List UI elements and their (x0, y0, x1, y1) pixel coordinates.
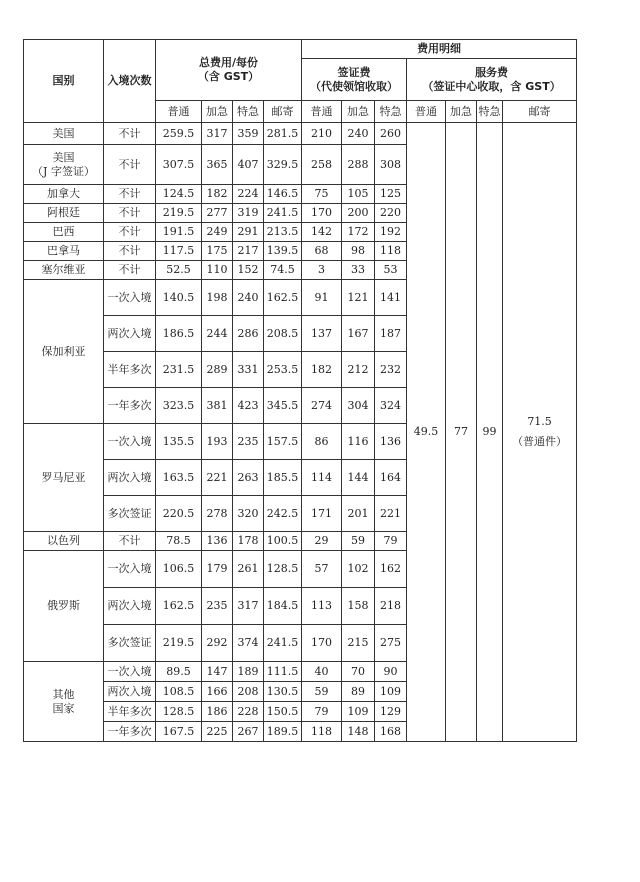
entry-cell: 两次入境 (104, 682, 156, 702)
visa-urgent-cell: 70 (342, 662, 375, 682)
total-urgent-cell: 244 (202, 316, 233, 352)
visa-regular-cell: 170 (302, 204, 342, 223)
visa-regular-cell: 29 (302, 532, 342, 551)
visa-urgent-cell: 33 (342, 261, 375, 280)
visa-regular-cell: 57 (302, 551, 342, 588)
visa-express-cell: 260 (375, 123, 407, 145)
header-country: 国别 (24, 40, 104, 123)
visa-express-cell: 141 (375, 280, 407, 316)
header-total: 总费用/每份 （含 GST） (156, 40, 302, 101)
total-express-cell: 331 (233, 352, 264, 388)
total-mail-cell: 157.5 (264, 424, 302, 460)
visa-express-cell: 192 (375, 223, 407, 242)
service-urgent-cell: 77 (446, 123, 477, 742)
visa-regular-cell: 68 (302, 242, 342, 261)
entry-cell: 不计 (104, 223, 156, 242)
total-mail-cell: 184.5 (264, 588, 302, 625)
total-regular-cell: 52.5 (156, 261, 202, 280)
visa-urgent-cell: 212 (342, 352, 375, 388)
total-urgent-cell: 292 (202, 625, 233, 662)
visa-express-cell: 125 (375, 185, 407, 204)
total-mail-cell: 111.5 (264, 662, 302, 682)
visa-regular-cell: 79 (302, 702, 342, 722)
total-mail-cell: 281.5 (264, 123, 302, 145)
header-entries: 入境次数 (104, 40, 156, 123)
total-regular-cell: 259.5 (156, 123, 202, 145)
entry-cell: 不计 (104, 123, 156, 145)
total-mail-cell: 185.5 (264, 460, 302, 496)
sub-header-regular: 普通 (156, 101, 202, 123)
total-mail-cell: 130.5 (264, 682, 302, 702)
entry-cell: 不计 (104, 261, 156, 280)
total-express-cell: 228 (233, 702, 264, 722)
total-regular-cell: 191.5 (156, 223, 202, 242)
total-regular-cell: 140.5 (156, 280, 202, 316)
total-mail-cell: 150.5 (264, 702, 302, 722)
country-cell: 其他 国家 (24, 662, 104, 742)
total-urgent-cell: 193 (202, 424, 233, 460)
sub-header-express: 特急 (375, 101, 407, 123)
total-express-cell: 189 (233, 662, 264, 682)
visa-express-cell: 109 (375, 682, 407, 702)
country-cell: 巴拿马 (24, 242, 104, 261)
visa-urgent-cell: 201 (342, 496, 375, 532)
visa-express-cell: 308 (375, 145, 407, 185)
total-mail-cell: 242.5 (264, 496, 302, 532)
visa-express-cell: 129 (375, 702, 407, 722)
total-mail-cell: 128.5 (264, 551, 302, 588)
visa-express-cell: 232 (375, 352, 407, 388)
entry-cell: 多次签证 (104, 625, 156, 662)
total-express-cell: 235 (233, 424, 264, 460)
entry-cell: 两次入境 (104, 460, 156, 496)
total-mail-cell: 100.5 (264, 532, 302, 551)
total-regular-cell: 162.5 (156, 588, 202, 625)
country-cell: 美国 （J 字签证） (24, 145, 104, 185)
visa-urgent-cell: 89 (342, 682, 375, 702)
visa-regular-cell: 59 (302, 682, 342, 702)
visa-regular-cell: 75 (302, 185, 342, 204)
entry-cell: 不计 (104, 242, 156, 261)
total-mail-cell: 241.5 (264, 625, 302, 662)
visa-express-cell: 221 (375, 496, 407, 532)
visa-regular-cell: 170 (302, 625, 342, 662)
total-urgent-cell: 381 (202, 388, 233, 424)
sub-header-mail: 邮寄 (503, 101, 577, 123)
total-regular-cell: 135.5 (156, 424, 202, 460)
total-regular-cell: 186.5 (156, 316, 202, 352)
total-regular-cell: 323.5 (156, 388, 202, 424)
total-urgent-cell: 147 (202, 662, 233, 682)
total-urgent-cell: 289 (202, 352, 233, 388)
entry-cell: 一次入境 (104, 280, 156, 316)
visa-urgent-cell: 288 (342, 145, 375, 185)
visa-express-cell: 168 (375, 722, 407, 742)
service-mail-cell: 71.5 （普通件） (503, 123, 577, 742)
total-express-cell: 374 (233, 625, 264, 662)
total-express-cell: 317 (233, 588, 264, 625)
visa-express-cell: 118 (375, 242, 407, 261)
visa-urgent-cell: 109 (342, 702, 375, 722)
visa-regular-cell: 40 (302, 662, 342, 682)
visa-regular-cell: 210 (302, 123, 342, 145)
total-mail-cell: 213.5 (264, 223, 302, 242)
visa-regular-cell: 118 (302, 722, 342, 742)
sub-header-express: 特急 (477, 101, 503, 123)
total-urgent-cell: 136 (202, 532, 233, 551)
visa-urgent-cell: 240 (342, 123, 375, 145)
total-urgent-cell: 182 (202, 185, 233, 204)
visa-regular-cell: 182 (302, 352, 342, 388)
header-visa-fee: 签证费 （代使领馆收取） (302, 59, 407, 101)
visa-urgent-cell: 148 (342, 722, 375, 742)
visa-regular-cell: 114 (302, 460, 342, 496)
total-regular-cell: 231.5 (156, 352, 202, 388)
total-express-cell: 152 (233, 261, 264, 280)
total-regular-cell: 117.5 (156, 242, 202, 261)
country-cell: 罗马尼亚 (24, 424, 104, 532)
sub-header-regular: 普通 (302, 101, 342, 123)
sub-header-mail: 邮寄 (264, 101, 302, 123)
total-urgent-cell: 235 (202, 588, 233, 625)
visa-express-cell: 218 (375, 588, 407, 625)
entry-cell: 一年多次 (104, 388, 156, 424)
total-urgent-cell: 186 (202, 702, 233, 722)
total-regular-cell: 108.5 (156, 682, 202, 702)
total-express-cell: 267 (233, 722, 264, 742)
visa-express-cell: 136 (375, 424, 407, 460)
total-express-cell: 359 (233, 123, 264, 145)
total-mail-cell: 329.5 (264, 145, 302, 185)
total-urgent-cell: 198 (202, 280, 233, 316)
entry-cell: 不计 (104, 185, 156, 204)
entry-cell: 不计 (104, 204, 156, 223)
visa-regular-cell: 3 (302, 261, 342, 280)
visa-regular-cell: 142 (302, 223, 342, 242)
visa-urgent-cell: 158 (342, 588, 375, 625)
total-urgent-cell: 249 (202, 223, 233, 242)
total-urgent-cell: 317 (202, 123, 233, 145)
visa-urgent-cell: 105 (342, 185, 375, 204)
visa-regular-cell: 137 (302, 316, 342, 352)
visa-urgent-cell: 102 (342, 551, 375, 588)
country-cell: 加拿大 (24, 185, 104, 204)
total-express-cell: 291 (233, 223, 264, 242)
entry-cell: 一年多次 (104, 722, 156, 742)
total-mail-cell: 146.5 (264, 185, 302, 204)
visa-express-cell: 187 (375, 316, 407, 352)
total-express-cell: 217 (233, 242, 264, 261)
total-urgent-cell: 166 (202, 682, 233, 702)
entry-cell: 半年多次 (104, 702, 156, 722)
total-express-cell: 208 (233, 682, 264, 702)
country-cell: 俄罗斯 (24, 551, 104, 662)
total-regular-cell: 307.5 (156, 145, 202, 185)
visa-regular-cell: 86 (302, 424, 342, 460)
service-regular-cell: 49.5 (407, 123, 446, 742)
visa-urgent-cell: 167 (342, 316, 375, 352)
country-cell: 巴西 (24, 223, 104, 242)
entry-cell: 两次入境 (104, 588, 156, 625)
total-express-cell: 286 (233, 316, 264, 352)
total-mail-cell: 345.5 (264, 388, 302, 424)
entry-cell: 半年多次 (104, 352, 156, 388)
total-express-cell: 407 (233, 145, 264, 185)
visa-regular-cell: 113 (302, 588, 342, 625)
sub-header-urgent: 加急 (202, 101, 233, 123)
country-cell: 保加利亚 (24, 280, 104, 424)
total-express-cell: 320 (233, 496, 264, 532)
visa-express-cell: 220 (375, 204, 407, 223)
sub-header-regular: 普通 (407, 101, 446, 123)
total-mail-cell: 139.5 (264, 242, 302, 261)
total-urgent-cell: 225 (202, 722, 233, 742)
sub-header-express: 特急 (233, 101, 264, 123)
visa-regular-cell: 274 (302, 388, 342, 424)
total-regular-cell: 124.5 (156, 185, 202, 204)
visa-express-cell: 53 (375, 261, 407, 280)
visa-urgent-cell: 215 (342, 625, 375, 662)
visa-regular-cell: 91 (302, 280, 342, 316)
visa-fee-table (23, 39, 577, 742)
total-express-cell: 263 (233, 460, 264, 496)
country-cell: 以色列 (24, 532, 104, 551)
total-regular-cell: 106.5 (156, 551, 202, 588)
entry-cell: 不计 (104, 532, 156, 551)
total-regular-cell: 167.5 (156, 722, 202, 742)
total-regular-cell: 220.5 (156, 496, 202, 532)
total-regular-cell: 163.5 (156, 460, 202, 496)
total-mail-cell: 162.5 (264, 280, 302, 316)
visa-express-cell: 164 (375, 460, 407, 496)
sub-header-urgent: 加急 (446, 101, 477, 123)
service-express-cell: 99 (477, 123, 503, 742)
total-express-cell: 319 (233, 204, 264, 223)
visa-urgent-cell: 172 (342, 223, 375, 242)
total-regular-cell: 89.5 (156, 662, 202, 682)
total-mail-cell: 208.5 (264, 316, 302, 352)
total-regular-cell: 219.5 (156, 625, 202, 662)
header-service-fee: 服务费 （签证中心收取，含 GST） (407, 59, 577, 101)
country-cell: 阿根廷 (24, 204, 104, 223)
visa-urgent-cell: 304 (342, 388, 375, 424)
visa-express-cell: 275 (375, 625, 407, 662)
total-express-cell: 224 (233, 185, 264, 204)
entry-cell: 一次入境 (104, 662, 156, 682)
total-urgent-cell: 365 (202, 145, 233, 185)
country-cell: 美国 (24, 123, 104, 145)
visa-express-cell: 162 (375, 551, 407, 588)
entry-cell: 多次签证 (104, 496, 156, 532)
table-row (24, 123, 577, 145)
total-urgent-cell: 221 (202, 460, 233, 496)
visa-express-cell: 90 (375, 662, 407, 682)
total-urgent-cell: 278 (202, 496, 233, 532)
entry-cell: 不计 (104, 145, 156, 185)
total-urgent-cell: 110 (202, 261, 233, 280)
sub-header-urgent: 加急 (342, 101, 375, 123)
total-mail-cell: 241.5 (264, 204, 302, 223)
visa-urgent-cell: 200 (342, 204, 375, 223)
visa-urgent-cell: 144 (342, 460, 375, 496)
visa-urgent-cell: 116 (342, 424, 375, 460)
country-cell: 塞尔维亚 (24, 261, 104, 280)
visa-express-cell: 324 (375, 388, 407, 424)
total-express-cell: 423 (233, 388, 264, 424)
total-urgent-cell: 175 (202, 242, 233, 261)
visa-express-cell: 79 (375, 532, 407, 551)
header-detail: 费用明细 (302, 40, 577, 59)
visa-regular-cell: 171 (302, 496, 342, 532)
total-urgent-cell: 277 (202, 204, 233, 223)
total-express-cell: 178 (233, 532, 264, 551)
entry-cell: 两次入境 (104, 316, 156, 352)
entry-cell: 一次入境 (104, 551, 156, 588)
entry-cell: 一次入境 (104, 424, 156, 460)
total-urgent-cell: 179 (202, 551, 233, 588)
total-express-cell: 240 (233, 280, 264, 316)
total-mail-cell: 253.5 (264, 352, 302, 388)
visa-regular-cell: 258 (302, 145, 342, 185)
total-regular-cell: 78.5 (156, 532, 202, 551)
visa-urgent-cell: 98 (342, 242, 375, 261)
visa-urgent-cell: 121 (342, 280, 375, 316)
total-regular-cell: 128.5 (156, 702, 202, 722)
total-express-cell: 261 (233, 551, 264, 588)
total-mail-cell: 74.5 (264, 261, 302, 280)
total-mail-cell: 189.5 (264, 722, 302, 742)
visa-urgent-cell: 59 (342, 532, 375, 551)
total-regular-cell: 219.5 (156, 204, 202, 223)
